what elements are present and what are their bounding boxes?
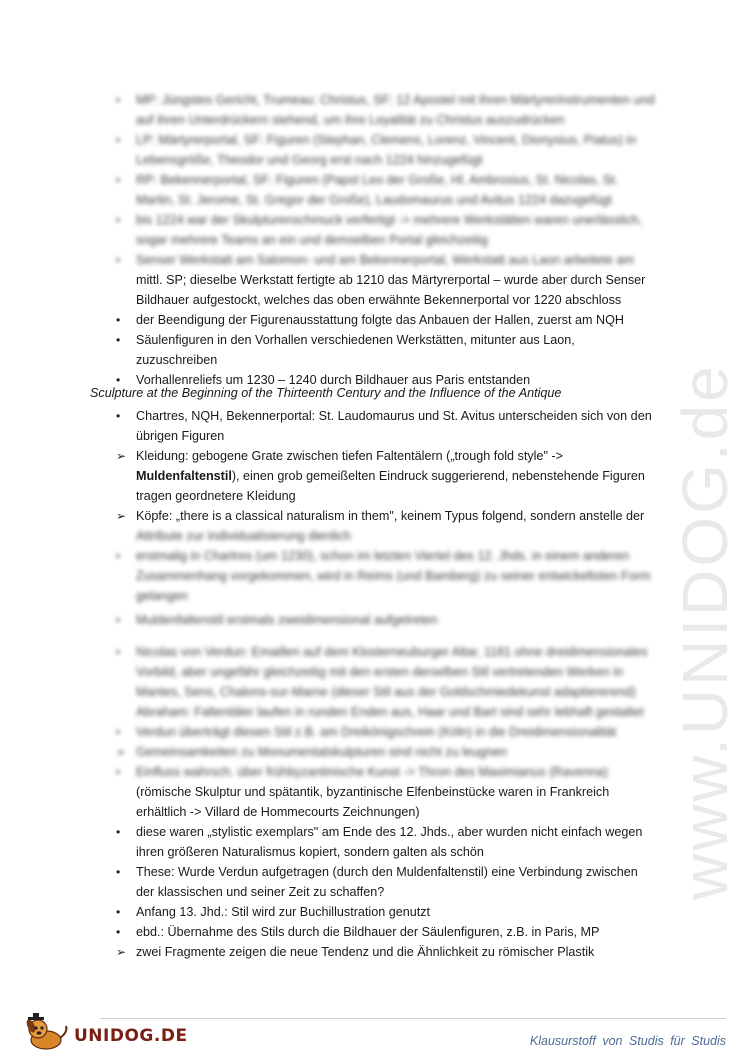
list-item: ➢ zwei Fragmente zeigen die neue Tendenz und die Ähnlichkeit zu römischer Plastik <box>116 945 595 959</box>
bullet-list-portals <box>110 90 655 390</box>
list-item: ➢ Kleidung: gebogene Grate zwischen tiefen Faltentälern („trough fold style" -> Muldenfaltenstil), einen grob gemeißelten Eindruck suggerierend, nebenstehende Figuren tragen geordnetere Kleidung <box>116 449 645 503</box>
list-item: • Einfluss wahrsch. über frühbyzantinische Kunst -> Thron des Maximianus (Ravenna) (römische Skulptur und spätantik, byzantinische Elfenbeinstücke waren in Frankreich erhältlich -> Villard de Hommecourts Zeichnungen) <box>116 765 610 819</box>
footer-divider <box>100 1018 726 1019</box>
list-item: ➢ Gemeinsamkeiten zu Monumentalskulpturen sind nicht zu leugnen <box>116 745 508 759</box>
list-item: • Senser Werkstatt am Salomon- und am Bekennerportal, Werkstatt aus Laon arbeitete am mittl. SP; dieselbe Werkstatt fertigte ab 1210 das Märtyrerportal – wurde aber durch Senser Bildhauer aufgestockt, welches das oben erwähnte Bekennerportal vor 1220 abschloss <box>116 253 646 307</box>
list-item: • Verdun überträgt diesen Stil z.B. am Dreikönigschrein (Köln) in die Dreidimensionalität <box>116 725 617 739</box>
list-item: • MP: Jüngstes Gericht, Trumeau: Christus, SF: 12 Apostel mit ihren Märtyrerinstrumenten und auf ihren Unterdrückern stehend, um ihre Loyalität zu Christus auszudrücken <box>116 93 655 127</box>
list-item: • Nicolas von Verdun: Emaillen auf dem Klosterneuburger Altar, 1181 ohne dreidimensionales Vorbild, aber ungefähr gleichzeitig mit den ersten derselben Stil vertretenden Werken in Mantes, Sens, Chalons-sur-Marne (dieser Stil aus der Goldschmiedekunst adaptiererend) Abraham: Faltentäler laufen in runden Enden aus, Haar und Bart sind sehr lebhaft gestaltet <box>116 645 648 719</box>
list-item: • LP: Märtyrerportal, SF: Figuren (Stephan, Clemens, Lorenz, Vincent, Dionysius, Piatus) in Lebensgröße, Theodor und Georg erst nach 1224 hinzugefügt <box>116 133 637 167</box>
list-item: • der Beendigung der Figurenausstattung folgte das Anbauen der Hallen, zuerst am NQH <box>116 313 624 327</box>
list-item: • ebd.: Übernahme des Stils durch die Bildhauer der Säulenfiguren, z.B. in Paris, MP <box>116 925 600 939</box>
section-heading: Sculpture at the Beginning of the Thirteenth Century and the Influence of the Antique <box>90 386 562 400</box>
bullet-list-antique <box>110 406 655 630</box>
list-item: • Vorhallenreliefs um 1230 – 1240 durch Bildhauer aus Paris entstanden <box>116 373 531 387</box>
list-item: • erstmalig in Chartres (um 1230), schon im letzten Viertel des 12. Jhds. in einem anderen Zusammenhang vorgekommen, wird in Reims (und Bamberg) zu seiner entwickeltsten Form gelangen <box>116 549 651 603</box>
list-item: • Säulenfiguren in den Vorhallen verschiedenen Werkstätten, mitunter aus Laon, zuzuschreiben <box>116 333 575 367</box>
unidog-logo <box>20 1012 188 1052</box>
footer-slogan: Klausurstoff von Studis für Studis <box>529 1034 726 1048</box>
list-item: • bis 1224 war der Skulpturenschmuck verfertigt -> mehrere Werkstätten waren unerlässlich, sogar mehrere Teams an ein und demselben Portal gleichzeitig <box>116 213 643 247</box>
list-item: • RP: Bekennerportal, SF: Figuren (Papst Leo der Große, Hl. Ambrosius, St. Nicolas, St. Martin, St. Jerome, St. Gregor der Große), Laudomaurus und Avitus 1224 dazugefügt <box>116 173 619 207</box>
list-item: • diese waren „stylistic exemplars" am Ende des 12. Jhds., aber wurden nicht einfach wegen ihren größeren Naturalismus kopiert, sondern galten als schön <box>116 825 643 859</box>
logo-text: UNIDOG.DE <box>74 1026 188 1046</box>
list-item: ➢ Köpfe: „there is a classical naturalism in them", keinem Typus folgend, sondern anstelle der Attribute zur Individualisierung dienlich <box>116 509 645 543</box>
watermark: www.UNIDOG.de <box>669 363 741 900</box>
list-item: • These: Wurde Verdun aufgetragen (durch den Muldenfaltenstil) eine Verbindung zwischen der klassischen und seiner Zeit zu schaffen? <box>116 865 638 899</box>
list-item: • Muldenfaltenstil erstmals zweidimensional aufgetreten <box>116 613 438 627</box>
list-item: • Chartres, NQH, Bekennerportal: St. Laudomaurus und St. Avitus unterscheiden sich von den übrigen Figuren <box>116 409 652 443</box>
list-item: • Anfang 13. Jhd.: Stil wird zur Buchillustration genutzt <box>116 905 431 919</box>
bullet-list-verdun <box>110 642 655 962</box>
dog-icon <box>20 1012 72 1052</box>
